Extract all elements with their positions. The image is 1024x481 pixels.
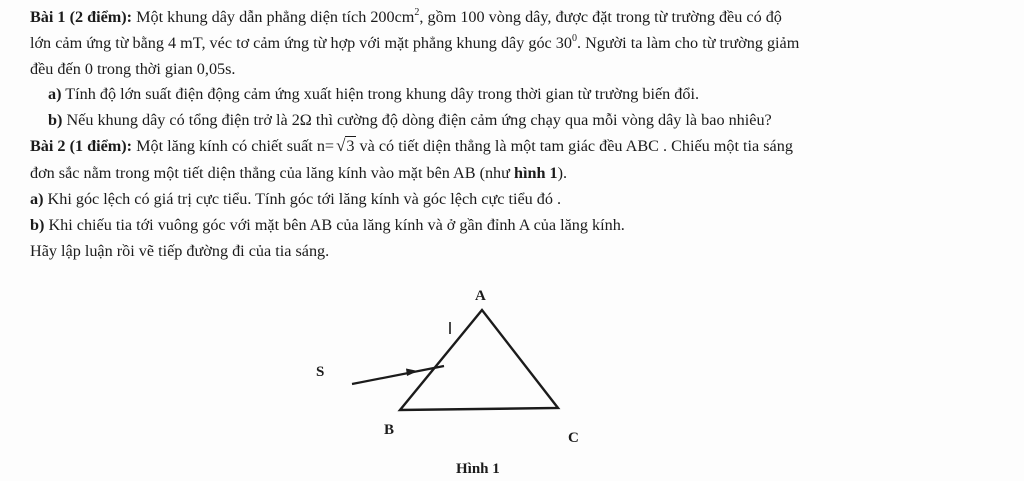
- p1-line-2-exponent: 0: [571, 33, 577, 44]
- p1-question-b-text: Nếu khung dây có tổng điện trở là 2Ω thì cường độ dòng điện cảm ứng chạy qua mỗi vòng dây là bao nhiêu?: [62, 111, 772, 129]
- vertex-c-label: C: [568, 430, 579, 446]
- p1-question-a: [48, 84, 699, 104]
- p2-line-2: [30, 163, 567, 183]
- p2-question-a: [30, 189, 561, 209]
- p2-heading: Bài 2 (1 điểm):: [30, 137, 133, 155]
- p2-question-a-label: a): [30, 190, 44, 208]
- p1-line-1: [30, 7, 782, 27]
- p1-question-a-text: Tính độ lớn suất điện động cảm ứng xuất hiện trong khung dây trong thời gian từ trường biến đổi.: [61, 85, 700, 103]
- sqrt-expression: [334, 136, 355, 156]
- figure-caption: Hình 1: [456, 461, 500, 477]
- p1-heading: Bài 1 (2 điểm):: [30, 8, 133, 26]
- p2-line-1: [30, 136, 793, 156]
- p1-line-2: [30, 33, 799, 53]
- p2-line-1-text-b: và có tiết diện thẳng là một tam giác đều ABC . Chiếu một tia sáng: [355, 137, 793, 155]
- ray-s-label: S: [316, 364, 325, 380]
- p1-line-1-text-b: , gồm 100 vòng dây, được đặt trong từ trường đều có độ: [419, 8, 782, 26]
- p2-question-b: [30, 215, 625, 235]
- p1-line-2-text-a: lớn cảm ứng từ bằng 4 mT, véc tơ cảm ứng từ hợp với mặt phẳng khung dây góc 30: [30, 34, 572, 52]
- prism-triangle: [400, 310, 558, 410]
- vertex-a-label: A: [475, 288, 486, 304]
- p1-line-1-text-a: Một khung dây dẫn phẳng diện tích 200cm: [132, 8, 415, 26]
- p2-line-2-text-b: ).: [557, 164, 568, 182]
- p2-question-b-text: Khi chiếu tia tới vuông góc với mặt bên AB của lăng kính và ở gần đỉnh A của lăng kính.: [44, 216, 625, 234]
- p2-question-a-text: Khi góc lệch có giá trị cực tiểu. Tính góc tới lăng kính và góc lệch cực tiểu đó .: [43, 190, 562, 208]
- p1-question-b: [48, 110, 772, 130]
- p1-question-b-label: b): [48, 111, 63, 129]
- p2-line-2-text-a: đơn sắc nằm trong một tiết diện thẳng của lăng kính vào mặt bên AB (như: [30, 164, 514, 182]
- p2-last-line: Hãy lập luận rồi vẽ tiếp đường đi của tia sáng.: [30, 242, 330, 260]
- p2-line-1-text-a: Một lăng kính có chiết suất n=: [132, 137, 335, 155]
- p1-line-3: đều đến 0 trong thời gian 0,05s.: [30, 60, 236, 78]
- prism-figure: [290, 280, 610, 480]
- p2-figure-reference: hình 1: [513, 164, 558, 182]
- vertex-b-label: B: [384, 422, 395, 438]
- p1-question-a-label: a): [48, 85, 62, 103]
- sqrt-symbol: √: [336, 136, 346, 155]
- p2-question-b-label: b): [30, 216, 45, 234]
- sqrt-argument: 3: [346, 137, 355, 155]
- p1-line-1-exponent: 2: [414, 7, 420, 18]
- p1-line-2-text-b: . Người ta làm cho từ trường giảm: [576, 34, 800, 52]
